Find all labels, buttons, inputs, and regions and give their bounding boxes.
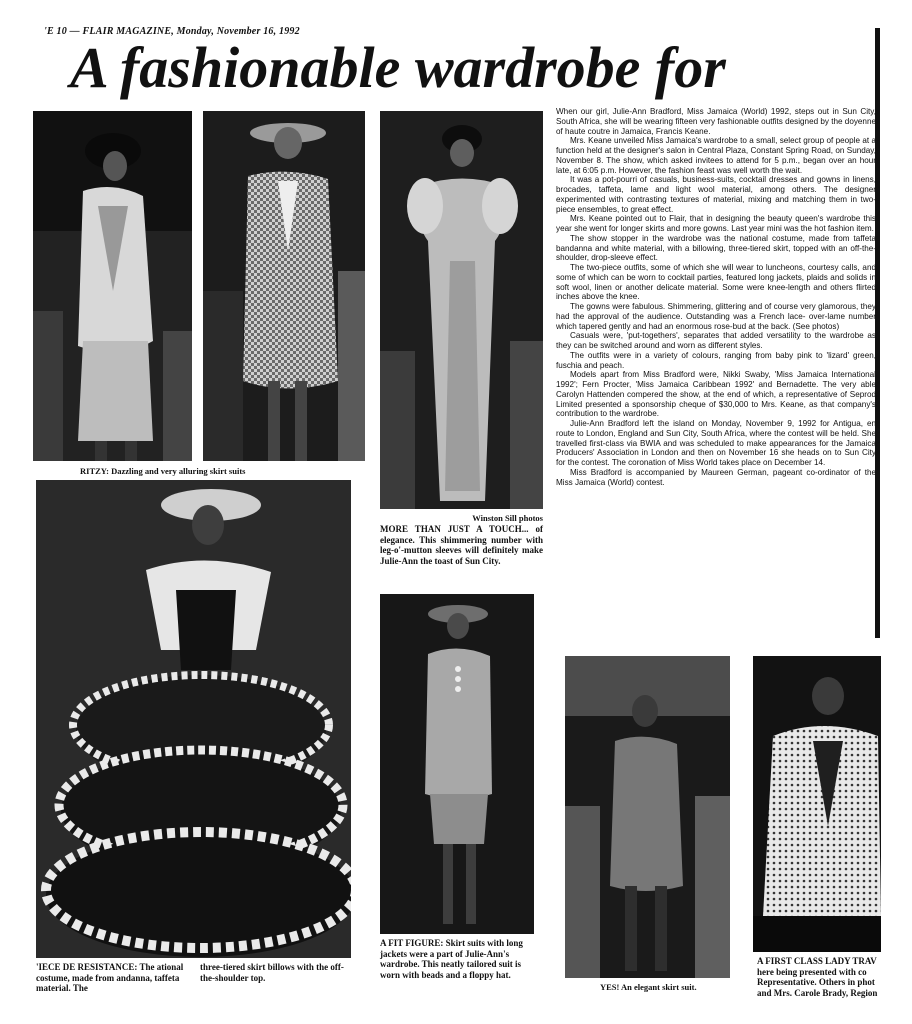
article-paragraph: Mrs. Keane pointed out to Flair, that in designing the beauty queen's wardrobe this year she went for longer skirts and more gowns. Last year mini was the hot fashion item.: [556, 214, 876, 233]
photo-checked-suit: [203, 111, 365, 461]
photo-credit: Winston Sill photos: [472, 513, 543, 523]
caption-more-than: MORE THAN JUST A TOUCH... of elegance. This shimmering number with leg-o'-mutton sleeves will definitely make Julie-Ann the toast of Sun City.: [380, 524, 543, 566]
article-paragraph: When our girl, Julie-Ann Bradford, Miss Jamaica (World) 1992, steps out in Sun City, South Africa, she will be wearing fifteen very fashionable outfits designed by the doyenne of haute coutre in Jamaica, Francis Keane.: [556, 107, 876, 136]
caption-ritzy: RITZY: Dazzling and very alluring skirt suits: [80, 466, 246, 476]
photo-national-costume: [36, 480, 351, 958]
photo-fit-figure: [380, 594, 534, 934]
article-paragraph: The show stopper in the wardrobe was the national costume, made from taffeta bandanna and white material, with a billowing, three-tiered skirt, topped with an off-the-shoulder, drop-sleeve effect.: [556, 233, 876, 263]
photo-skirt-suit-light: [33, 111, 192, 461]
photo-elegant-suit: [565, 656, 730, 978]
caption-piece-left: 'IECE DE RESISTANCE: The ational costume, made from andanna, taffeta material. The: [36, 962, 184, 993]
photo-first-class-lady: [753, 656, 881, 952]
article-paragraph: Casuals were, 'put-togethers', separates that added versatility to the wardrobe as they can be switched around and worn as different styles.: [556, 331, 876, 350]
article-paragraph: Models apart from Miss Bradford were, Nikki Swaby, 'Miss Jamaica International 1992'; Fern Procter, 'Miss Jamaica Caribbean 1992' and Bernadette. The very able Carolyn Hattenden compered the show, at the end of which, a representative of Seprod Limited presented a sponsorship cheque of $30,000 to Mrs. Keane, as that company's contribution to the wardrobe.: [556, 370, 876, 419]
article-paragraph: It was a pot-pourri of casuals, business-suits, cocktail dresses and gowns in linens, brocades, taffeta, lame and light wool material, among others. The designer experimented with contrasting textures of material, mixing and matching them in two-piece ensembles, to great effect.: [556, 175, 876, 214]
article-paragraph: Miss Bradford is accompanied by Maureen German, pageant co-ordinator of the Miss Jamaica (World) contest.: [556, 467, 876, 487]
photo-shimmering-gown: [380, 111, 543, 509]
article-paragraph: The outfits were in a variety of colours, ranging from baby pink to 'lizard' green, fuschia and peach.: [556, 350, 876, 370]
article-paragraph: Mrs. Keane unveiled Miss Jamaica's wardrobe to a small, select group of people at a function held at the designer's salon in Central Plaza, Constant Spring Road, on Sunday, November 8. The show, which asked invitees to attend for 5 p.m., began over an hour late, at 6:05 p.m. However, the fashion feast was well worth the wait.: [556, 136, 876, 175]
article-paragraph: Julie-Ann Bradford left the island on Monday, November 9, 1992 for Antigua, en route to London, England and Sun City, South Africa, where the contest will be held. She travelled first-class via BWIA and was scheduled to make appearances for the Jamaica Producers' Association in London and then on November 16 she heads on to Sun City for the contest. The coronation of Miss World takes place on December 14.: [556, 419, 876, 467]
article-paragraph: The gowns were fabulous. Shimmering, glittering and of course very glamorous, they had the approval of the audience. Outstanding was a French lace- over-lame number which tapered gently and had an enormous rose-bud at the back. (See photos): [556, 302, 876, 331]
caption-piece-right: three-tiered skirt billows with the off-the-shoulder top.: [200, 962, 344, 983]
caption-first-class: A FIRST CLASS LADY TRAV here being presented with co Representative. Others in phot and Mrs. Carole Brady, Region: [757, 956, 878, 998]
article-paragraph: The two-piece outfits, some of which she will wear to luncheons, courtesy calls, and some of which can be worn to cocktail parties, featured long jackets, plaids and solids in soft wool, linen or another delicate material. Some were knee-length and others flirted inches above the knee.: [556, 263, 876, 302]
article-body: [556, 107, 876, 487]
running-head: 'E 10 — FLAIR MAGAZINE, Monday, November 16, 1992: [44, 26, 300, 37]
caption-yes: YES! An elegant skirt suit.: [600, 982, 697, 992]
caption-fit-figure: A FIT FIGURE: Skirt suits with long jackets were a part of Julie-Ann's wardrobe. This neatly tailored suit is worn with beads and a floppy hat.: [380, 938, 523, 980]
headline: A fashionable wardrobe for: [70, 35, 726, 100]
